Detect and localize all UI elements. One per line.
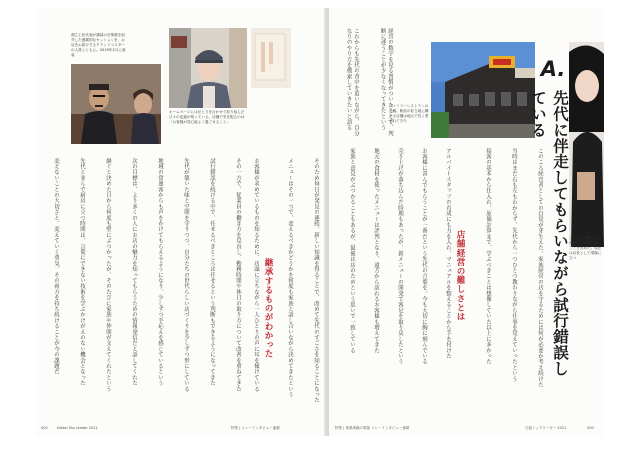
left-body-col-8: 次の目標は、より多くの人にお店の魅力を知ってもらうための情報発信だと話してくれた [131, 158, 137, 386]
right-section-heading: 店舗経営の難しさとは [455, 230, 465, 321]
right-footer-section: 特集 | 事業承継の現場 リレーインタビュー連載 [335, 426, 410, 430]
left-body-col-7: 地域の常連客からも声をかけてもらえるようになり、少しずつ手応えを感じているという [157, 158, 163, 386]
left-page [35, 8, 328, 436]
right-body-col-7: 地元の食材を使ったメニューは評判となり、遠方から訪れるお客様も増えてきた [373, 148, 379, 354]
right-body-col-1: このころ経営者としての自覚が芽生えた。家族経営の店を守るためには何が必要か考え続けた [537, 148, 543, 388]
right-body-col-9: 経営の数字を見る習慣がついたことで、判断に迷うことが少なくなってきたという [379, 28, 393, 137]
menu-card-illustration [251, 28, 291, 88]
article-title: 先代に伴走してもらいながら試行錯誤している [529, 90, 569, 377]
magazine-spread [35, 8, 604, 436]
left-body-col-5: 試行錯誤を続ける中で、任せるべきところは任せるという判断もできるようになってきた [209, 158, 215, 386]
right-footer-magazine: 日経トップリーダー 2021 [525, 426, 567, 430]
left-body-col-6: 先代が築いた味と空間を守りつつ、自分たちの世代らしい店づくりを少しずつ形にしている [183, 158, 189, 392]
left-body-col-11: 変えないことの大切さと、変えていく勇気。その両方を持ち続けることが今の課題だ [53, 158, 59, 375]
left-body-col-2: メニューはその一つで、変えるべきかどうかを何度も家族と話し合いながら決めてきたという [287, 158, 293, 398]
caption-portrait: こちらの店舗で生まれ育ち、家業を継ぐことを決めた。現在は店長として現場に立つ [569, 236, 602, 260]
photo-woman-cap [169, 28, 247, 108]
right-page [329, 8, 604, 436]
photo-interview-man [71, 64, 161, 144]
left-body-col-10: 先代と並んで厨房に立つ時間は、言葉にできない技術を学ぶかけがえのない機会となった [79, 158, 85, 386]
photo-menu-card [251, 28, 291, 88]
right-body-col-5: お客様に喜んでもらうことが一番だという先代の言葉を、今も大切に胸に刻んでいる [421, 148, 427, 365]
left-body-col-3: お客様が求めているものを知るために、店頭に立ちながら一人ひとりの声に耳を傾けている [253, 158, 259, 392]
left-footer-magazine: Nikkei Top Leader 2021 [57, 426, 98, 430]
left-footer-page-number: 000 [41, 426, 48, 430]
caption-woman: ホームページには兄と力を合わせて取り組んだ日々の記録が残っている。店舗で気を配るのは「お客様が居心地よく過ごせること」 [169, 110, 245, 124]
photo-woman-illustration [169, 28, 247, 108]
right-body-col-2: 当時はまだ右も左もわからず、先代から一つひとつ教わりながら仕事を覚えていったという [511, 148, 517, 382]
right-body-col-10: これからも先代の背中を追いながら、自分なりのやり方を模索していきたいと語る [345, 28, 359, 137]
left-section-heading: 継承するものがわかった [263, 258, 273, 359]
building-illustration [431, 42, 535, 138]
answer-label: A. [540, 57, 566, 81]
right-body-col-4: アルバイトスタッフの育成にも力を入れ、マニュアルを整えることから手を付けた [445, 148, 451, 359]
photo-portrait-woman [569, 42, 604, 247]
right-body-col-8: 家族と意見がぶつかることもあるが、最後は店のためという思いで一致している [349, 148, 355, 354]
portrait-illustration [569, 42, 604, 247]
photo-man-illustration [71, 64, 161, 144]
caption-man: 淵之上紀代表が講談の全情報を紹介した連載的なセッションを、お店をお届けするクランドマスターの人員とともに。2019年2月に改装 [71, 33, 126, 57]
left-body-col-9: 継ぐと決めた日から何度も壁にぶつかったが、そのたびに家族や仲間が支えてくれたという [105, 158, 111, 392]
left-footer-section: 特集 | リレーインタビュー連載 [231, 426, 280, 430]
left-body-col-4: その一方で、従業員の働き方を見直し、勤務時間や休日の取り方について改善を重ねてきた [235, 158, 241, 392]
right-footer-page-number: 000 [587, 426, 594, 430]
right-body-col-6: 売り上げが落ち込んだ時期もあったが、新メニューの開発で客足を取り戻したという [397, 148, 403, 365]
photo-restaurant-building [431, 42, 535, 138]
caption-building: ファミリーレストランの外観。駅前の好立地に構える店舗は地元で長く愛されてきた [389, 104, 429, 123]
left-body-col-1: そのため毎日が発見の連続。新しい知識を得ることで、改めて先代のすごさを知ることになった [313, 158, 319, 404]
right-body-col-3: 接客の基本から仕入れ、原価計算まで、学ぶべきことは想像していた以上に多かった [485, 148, 491, 365]
